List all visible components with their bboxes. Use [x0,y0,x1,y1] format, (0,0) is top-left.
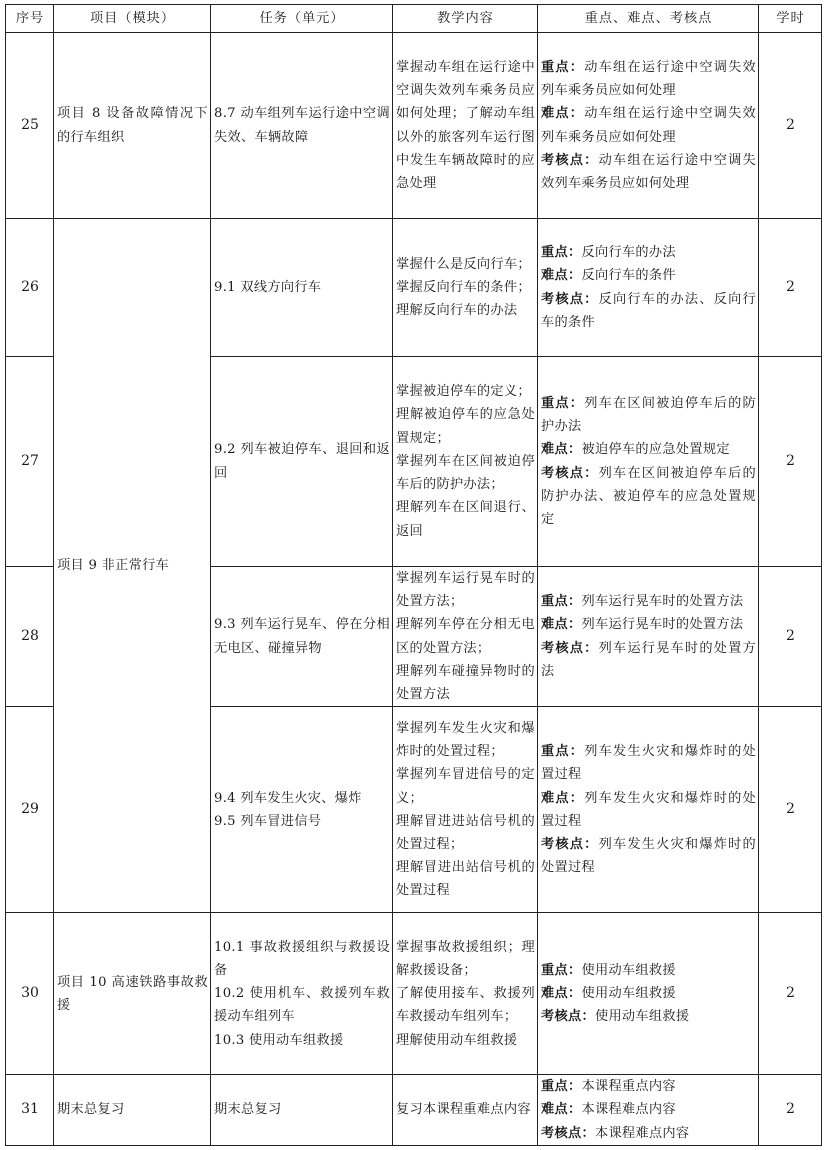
content-cell [393,33,538,219]
keypoint-assess-text: 反向行车的办法、反向行车的条件 [541,291,756,330]
keypoint-difficult-text: 被迫停车的应急处置规定 [581,442,730,458]
keypoints-cell [538,567,759,707]
keypoint-key-label: 重点： [541,962,582,978]
table-row [6,33,822,219]
keypoint-assess-label: 考核点： [541,465,599,481]
content-line: 理解反向行车的办法 [396,303,518,319]
header-no: 序号 [6,5,54,33]
table-row [6,1075,822,1146]
keypoint-key [541,1075,756,1098]
task-cell [211,357,393,567]
keypoint-assess-label: 考核点： [541,152,599,168]
task-cell [211,707,393,913]
task-cell [211,913,393,1075]
keypoint-key-label: 重点： [541,395,585,411]
keypoints-cell [538,1075,759,1146]
keypoint-assess-label: 考核点： [541,1125,595,1141]
content-line: 理解列车停在分相无电区的处置方法； [396,617,535,656]
keypoint-assess [541,288,756,334]
task-line: 9.2 列车被迫停车、退回和返回 [214,442,390,481]
keypoint-assess-label: 考核点： [541,291,599,307]
keypoint-key-text: 列车发生火灾和爆炸时的处置过程 [541,744,756,783]
keypoint-assess [541,462,756,532]
hours-cell: 2 [759,707,822,913]
task-line: 9.4 列车发生火灾、爆炸 [214,790,362,806]
content-line: 了解使用接车、救援列车救援动车组列车； [396,986,535,1025]
keypoint-assess-text: 本课程难点内容 [594,1125,690,1141]
content-line: 复习本课程重难点内容 [396,1102,531,1118]
keypoint-assess [541,149,756,195]
keypoint-assess-label: 考核点： [541,1009,595,1025]
content-line: 掌握列车冒进信号的定义； [396,767,535,806]
keypoint-key-label: 重点： [541,594,582,610]
task-cell [211,33,393,219]
keypoint-key [541,241,756,264]
keypoint-difficult [541,982,756,1005]
hours-cell: 2 [759,567,822,707]
keypoint-difficult-label: 难点： [541,617,582,633]
keypoint-difficult-text: 列车发生火灾和爆炸时的处置过程 [541,790,756,829]
content-line: 理解列车碰撞异物时的处置方法 [396,663,535,703]
task-cell [211,567,393,707]
keypoint-difficult [541,438,756,461]
hours-cell: 2 [759,913,822,1075]
curriculum-schedule-page [5,4,821,1146]
keypoint-difficult-label: 难点： [541,986,582,1002]
header-hours: 学时 [759,5,822,33]
header-keypoints: 重点、难点、考核点 [538,5,759,33]
table-row [6,219,822,357]
keypoint-assess-text: 列车在区间被迫停车后的防护办法、被迫停车的应急处置规定 [541,465,756,527]
table-body [6,33,822,1146]
task-line: 9.3 列车运行晃车、停在分相无电区、碰撞异物 [214,617,390,656]
keypoint-key-text: 使用动车组救援 [581,962,676,978]
keypoint-key [541,56,756,102]
keypoint-key-text: 列车在区间被迫停车后的防护办法 [541,395,756,435]
teaching-plan-table [5,4,822,1146]
keypoint-key-label: 重点： [541,744,585,760]
content-cell [393,357,538,567]
table-row [6,913,822,1075]
keypoint-difficult-label: 难点： [541,790,585,806]
keypoint-assess-text: 列车发生火灾和爆炸时的处置过程 [541,836,756,876]
keypoint-key [541,392,756,438]
row-number: 31 [6,1075,54,1146]
keypoint-difficult [541,102,756,148]
content-line: 掌握事故救援组织；理解救援设备； [396,939,535,978]
content-line: 掌握列车运行晃车时的处置方法； [396,571,535,610]
keypoint-key-label: 重点： [541,59,585,75]
keypoint-difficult-text: 列车运行晃车时的处置方法 [581,617,744,633]
content-line: 理解列车在区间退行、返回 [396,500,535,539]
task-cell [211,1075,393,1146]
keypoint-key-text: 反向行车的办法 [581,245,676,261]
content-line: 掌握被迫停车的定义； [396,384,531,400]
task-line: 9.5 列车冒进信号 [214,813,322,829]
content-line: 掌握动车组在运行途中空调失效列车乘务员应如何处理；了解动车组以外的旅客列车运行图中发生车辆故障时的应急处理 [396,59,535,191]
keypoints-cell [538,219,759,357]
content-line: 理解被迫停车的应急处置规定； [396,407,535,446]
header-project: 项目（模块） [54,5,211,33]
table-header-row [6,5,822,33]
content-line: 掌握反向行车的条件； [396,279,531,295]
keypoint-difficult-text: 动车组在运行途中空调失效列车乘务员应如何处理 [541,106,756,145]
keypoint-key-text: 动车组在运行途中空调失效列车乘务员应如何处理 [541,59,756,99]
keypoint-assess [541,1005,756,1028]
keypoint-difficult [541,264,756,287]
hours-cell: 2 [759,219,822,357]
keypoint-assess-label: 考核点： [541,640,599,656]
content-cell [393,707,538,913]
keypoint-key [541,590,756,613]
keypoint-assess [541,637,756,683]
keypoint-assess-label: 考核点： [541,836,599,852]
project-cell: 期末总复习 [54,1075,211,1146]
keypoints-cell [538,913,759,1075]
keypoint-assess-text: 列车运行晃车时的处置方法 [541,640,756,679]
keypoint-difficult-label: 难点： [541,106,585,122]
content-cell [393,1075,538,1146]
keypoint-difficult-text: 本课程难点内容 [581,1102,676,1118]
content-line: 掌握什么是反向行车； [396,256,531,272]
project-cell: 项目 8 设备故障情况下的行车组织 [54,33,211,219]
content-line: 理解冒进出站信号机的处置过程 [396,860,535,899]
task-line: 9.1 双线方向行车 [214,279,322,295]
content-cell [393,567,538,707]
row-number: 26 [6,219,54,357]
content-line: 理解冒进进站信号机的处置过程； [396,813,535,852]
content-line: 掌握列车在区间被迫停车后的防护办法； [396,453,535,493]
content-cell [393,219,538,357]
task-line: 期末总复习 [214,1102,282,1118]
project-cell: 项目 9 非正常行车 [54,219,211,913]
keypoint-key-label: 重点： [541,245,582,261]
keypoint-difficult-label: 难点： [541,442,582,458]
keypoint-key-text: 本课程重点内容 [581,1079,676,1095]
content-line: 理解使用动车组救援 [396,1032,518,1048]
keypoints-cell [538,707,759,913]
task-line: 10.1 事故救援组织与救援设备 [214,939,390,978]
header-task: 任务（单元） [211,5,393,33]
task-line: 8.7 动车组列车运行途中空调失效、车辆故障 [214,106,390,145]
row-number: 25 [6,33,54,219]
hours-cell: 2 [759,1075,822,1146]
keypoint-assess-text: 动车组在运行途中空调失效列车乘务员应如何处理 [541,152,756,191]
task-line: 10.3 使用动车组救援 [214,1032,344,1048]
header-content: 教学内容 [393,5,538,33]
keypoints-cell [538,357,759,567]
keypoints-cell [538,33,759,219]
keypoint-difficult [541,613,756,636]
keypoint-key-label: 重点： [541,1079,582,1095]
task-cell [211,219,393,357]
project-cell: 项目 10 高速铁路事故救援 [54,913,211,1075]
content-cell [393,913,538,1075]
keypoint-difficult-label: 难点： [541,1102,582,1118]
row-number: 30 [6,913,54,1075]
row-number: 27 [6,357,54,567]
content-line: 掌握列车发生火灾和爆炸时的处置过程； [396,720,535,760]
hours-cell: 2 [759,33,822,219]
hours-cell: 2 [759,357,822,567]
keypoint-difficult-text: 使用动车组救援 [581,986,676,1002]
keypoint-difficult-label: 难点： [541,268,582,284]
keypoint-difficult [541,787,756,833]
keypoint-key [541,740,756,786]
keypoint-difficult [541,1098,756,1121]
row-number: 29 [6,707,54,913]
task-line: 10.2 使用机车、救援列车救援动车组列车 [214,986,390,1025]
row-number: 28 [6,567,54,707]
keypoint-assess [541,833,756,879]
keypoint-assess-text: 使用动车组救援 [594,1009,690,1025]
keypoint-assess [541,1122,756,1145]
keypoint-key-text: 列车运行晃车时的处置方法 [581,594,744,610]
keypoint-key [541,959,756,982]
keypoint-difficult-text: 反向行车的条件 [581,268,676,284]
